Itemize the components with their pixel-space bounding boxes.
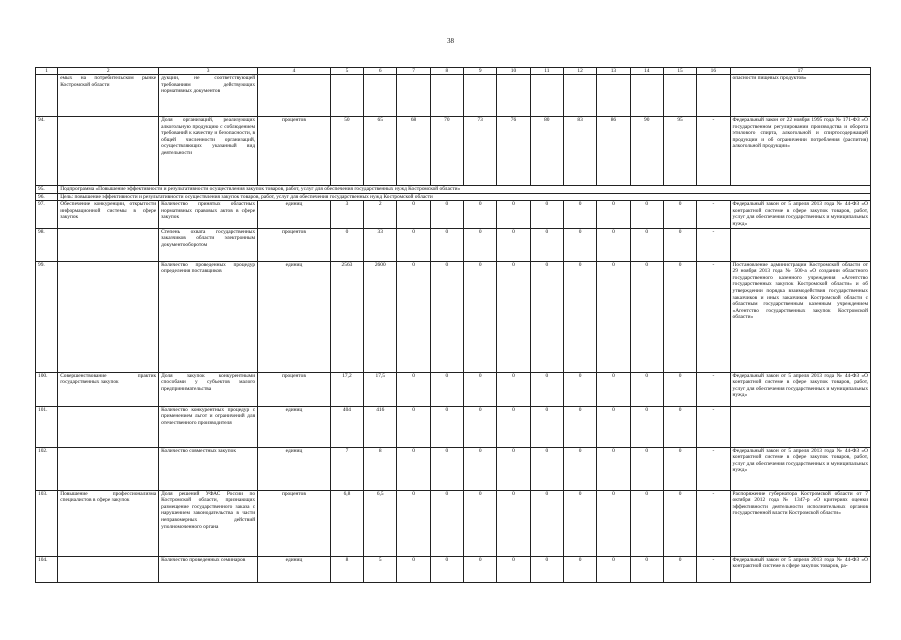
column-header: 4 xyxy=(258,68,331,75)
value-cell: 0 xyxy=(663,228,696,261)
section-title: Подпрограмма «Повышение эффективности и результативности осуществления закупок товаров, работ, услуг для обеспечения государственных нужд Костромской области» xyxy=(58,186,871,194)
unit: процентов xyxy=(258,490,331,556)
task-name: Обеспечение конкуренции, открытости информационной системы в сфере закупок xyxy=(58,201,159,228)
task-name xyxy=(58,117,159,186)
value-cell: 8 xyxy=(364,447,397,490)
value-cell: 8 xyxy=(330,556,363,582)
value-cell: 0 xyxy=(397,261,430,372)
value-cell: 404 xyxy=(330,406,363,447)
column-header: 6 xyxy=(364,68,397,75)
legal-basis: Федеральный закон от 5 апреля 2013 года № 44-ФЗ «О контрактной системе в сфере закупок товаров, работ, услуг для обеспечения государственных и муниципальных нужд» xyxy=(730,201,870,228)
value-cell: 17,5 xyxy=(364,372,397,406)
value-cell: 0 xyxy=(630,261,663,372)
value-cell: 0 xyxy=(430,406,463,447)
column-header: 1 xyxy=(36,68,58,75)
value-cell xyxy=(597,75,630,117)
value-cell: 0 xyxy=(397,406,430,447)
value-cell: 0 xyxy=(464,228,497,261)
column-header: 3 xyxy=(159,68,258,75)
task-name: Повышение профессионализма специалистов в сфере закупок xyxy=(58,490,159,556)
value-cell: 83 xyxy=(563,117,596,186)
legal-basis: Постановление администрации Костромской области от 29 ноября 2013 года № 500-а «О создании областного государственного казенного учреждения «Агентство государственных закупок Костромской области» и об утверждении порядка взаимодействия государственных заказчиков и иных заказчиков Костромской области с областным государственным казенным учреждением «Агентство государственных закупок Костромской области» xyxy=(730,261,870,372)
indicator-name: Доля организаций, реализующих алкогольную продукцию с соблюдением требований к качеству и безопасности, в общей численности организаций, осуществляющих указанный вид деятельности xyxy=(159,117,258,186)
value-cell: 33 xyxy=(364,228,397,261)
value-cell: 0 xyxy=(397,372,430,406)
value-cell xyxy=(430,75,463,117)
column-header: 16 xyxy=(697,68,730,75)
table-row xyxy=(36,406,871,447)
column-header: 13 xyxy=(597,68,630,75)
indicator-name: Доля закупок конкурентными способами у субъектов малого предпринимательства xyxy=(159,372,258,406)
row-number: 101. xyxy=(36,406,58,447)
column-header: 10 xyxy=(497,68,530,75)
value-cell: 0 xyxy=(597,490,630,556)
value-cell: 0 xyxy=(563,556,596,582)
indicator-name: Степень охвата государственных заказчиков области электронным документооборотом xyxy=(159,228,258,261)
value-cell: 70 xyxy=(430,117,463,186)
value-cell: 0 xyxy=(563,490,596,556)
value-cell: 90 xyxy=(630,117,663,186)
value-cell: 0 xyxy=(330,228,363,261)
value-cell: 2563 xyxy=(330,261,363,372)
value-cell: 0 xyxy=(597,406,630,447)
task-name xyxy=(58,556,159,582)
value-cell: 0 xyxy=(630,228,663,261)
value-cell: 0 xyxy=(563,372,596,406)
value-cell: 86 xyxy=(597,117,630,186)
value-cell: 0 xyxy=(663,490,696,556)
table-row xyxy=(36,201,871,228)
value-cell: 0 xyxy=(497,490,530,556)
value-cell: 5 xyxy=(364,556,397,582)
legal-basis xyxy=(730,406,870,447)
value-cell: 0 xyxy=(397,201,430,228)
row-number: 96. xyxy=(36,193,58,201)
unit: единиц xyxy=(258,447,331,490)
value-cell: 0 xyxy=(630,406,663,447)
table-row xyxy=(36,117,871,186)
value-cell: 0 xyxy=(630,201,663,228)
value-cell: 0 xyxy=(497,261,530,372)
value-cell: 0 xyxy=(663,447,696,490)
unit: единиц xyxy=(258,261,331,372)
unit: процентов xyxy=(258,117,331,186)
value-cell: 0 xyxy=(530,201,563,228)
value-cell xyxy=(663,75,696,117)
value-cell xyxy=(497,75,530,117)
table-row xyxy=(36,490,871,556)
column-header: 8 xyxy=(430,68,463,75)
value-cell: - xyxy=(697,228,730,261)
table-row xyxy=(36,75,871,117)
value-cell: 0 xyxy=(464,201,497,228)
value-cell: 0 xyxy=(497,406,530,447)
column-header: 12 xyxy=(563,68,596,75)
value-cell xyxy=(630,75,663,117)
legal-basis: Федеральный закон от 22 ноября 1995 года № 171-ФЗ «О государственном регулировании производства и оборота этилового спирта, алкогольной и спиртосодержащей продукции и об ограничении потребления (распития) алкогольной продукции» xyxy=(730,117,870,186)
value-cell: 50 xyxy=(330,117,363,186)
value-cell: 6,8 xyxy=(330,490,363,556)
value-cell: 0 xyxy=(430,556,463,582)
column-header: 14 xyxy=(630,68,663,75)
value-cell: 0 xyxy=(397,556,430,582)
value-cell: - xyxy=(697,117,730,186)
value-cell: 0 xyxy=(397,490,430,556)
row-number: 103. xyxy=(36,490,58,556)
value-cell: 80 xyxy=(530,117,563,186)
value-cell: 0 xyxy=(597,201,630,228)
value-cell: 0 xyxy=(663,406,696,447)
row-number: 102. xyxy=(36,447,58,490)
value-cell: 0 xyxy=(630,447,663,490)
value-cell: 0 xyxy=(497,228,530,261)
value-cell: 0 xyxy=(530,261,563,372)
column-header: 11 xyxy=(530,68,563,75)
value-cell: 3 xyxy=(330,201,363,228)
task-name: Совершенствование практик государственных закупок xyxy=(58,372,159,406)
value-cell: 0 xyxy=(464,490,497,556)
indicator-name: Количество проведенных процедур определения поставщиков xyxy=(159,261,258,372)
value-cell: 0 xyxy=(497,556,530,582)
row-number xyxy=(36,75,58,117)
legal-basis: Федеральный закон от 5 апреля 2013 года № 44-ФЗ «О контрактной системе в сфере закупок товаров, работ, услуг для обеспечения государственных и муниципальных нужд» xyxy=(730,372,870,406)
value-cell: 0 xyxy=(464,406,497,447)
unit xyxy=(258,75,331,117)
section-title: Цель: повышение эффективности и результативности осуществления закупок товаров, работ, услуг для обеспечения государственных нужд Костромской области xyxy=(58,193,871,201)
table-row xyxy=(36,261,871,372)
value-cell: 0 xyxy=(630,372,663,406)
value-cell: - xyxy=(697,261,730,372)
value-cell: - xyxy=(697,447,730,490)
column-header: 15 xyxy=(663,68,696,75)
value-cell: 0 xyxy=(530,447,563,490)
column-header: 2 xyxy=(58,68,159,75)
value-cell: 0 xyxy=(530,228,563,261)
indicator-name: дукции, не соответствующей требованиям действующих нормативных документов xyxy=(159,75,258,117)
legal-basis: опасности пищевых продуктов» xyxy=(730,75,870,117)
value-cell: 0 xyxy=(430,261,463,372)
legal-basis: Федеральный закон от 5 апреля 2013 года № 44-ФЗ «О контрактной системе в сфере закупок товаров, работ, услуг для обеспечения государственных и муниципальных нужд» xyxy=(730,447,870,490)
indicators-table xyxy=(35,67,871,583)
value-cell: 0 xyxy=(397,447,430,490)
value-cell: 73 xyxy=(464,117,497,186)
value-cell: 7 xyxy=(330,447,363,490)
task-name xyxy=(58,261,159,372)
value-cell: 0 xyxy=(663,201,696,228)
value-cell: 0 xyxy=(630,490,663,556)
task-name xyxy=(58,406,159,447)
value-cell: 0 xyxy=(430,201,463,228)
value-cell: 0 xyxy=(630,556,663,582)
legal-basis xyxy=(730,228,870,261)
value-cell xyxy=(330,75,363,117)
value-cell: 76 xyxy=(497,117,530,186)
value-cell: 0 xyxy=(430,447,463,490)
value-cell: 0 xyxy=(597,447,630,490)
value-cell: 0 xyxy=(464,372,497,406)
value-cell xyxy=(464,75,497,117)
value-cell: 0 xyxy=(430,228,463,261)
unit: процентов xyxy=(258,228,331,261)
value-cell: 0 xyxy=(497,201,530,228)
value-cell: 0 xyxy=(597,261,630,372)
row-number: 95. xyxy=(36,186,58,194)
row-number: 100. xyxy=(36,372,58,406)
table-row xyxy=(36,228,871,261)
column-header: 7 xyxy=(397,68,430,75)
column-header: 17 xyxy=(730,68,870,75)
header-row xyxy=(36,68,871,75)
indicator-name: Количество принятых областных нормативных правовых актов в сфере закупок xyxy=(159,201,258,228)
column-header: 5 xyxy=(330,68,363,75)
table-row xyxy=(36,556,871,582)
value-cell: 0 xyxy=(663,556,696,582)
value-cell: 0 xyxy=(430,372,463,406)
value-cell: 6,5 xyxy=(364,490,397,556)
table-row xyxy=(36,447,871,490)
value-cell: - xyxy=(697,201,730,228)
table-row xyxy=(36,372,871,406)
indicator-name: Количество конкурентных процедур с применением льгот и ограничений для отечественного производителя xyxy=(159,406,258,447)
value-cell xyxy=(530,75,563,117)
value-cell xyxy=(364,75,397,117)
row-number: 99. xyxy=(36,261,58,372)
value-cell: 0 xyxy=(430,490,463,556)
value-cell: 95 xyxy=(663,117,696,186)
value-cell xyxy=(697,75,730,117)
value-cell: 416 xyxy=(364,406,397,447)
value-cell: - xyxy=(697,556,730,582)
value-cell xyxy=(397,75,430,117)
value-cell: 0 xyxy=(530,372,563,406)
value-cell: 65 xyxy=(364,117,397,186)
value-cell: - xyxy=(697,406,730,447)
unit: единиц xyxy=(258,556,331,582)
section-row xyxy=(36,193,871,201)
row-number: 94. xyxy=(36,117,58,186)
value-cell: 0 xyxy=(464,447,497,490)
value-cell: 0 xyxy=(464,556,497,582)
task-name xyxy=(58,228,159,261)
value-cell: - xyxy=(697,372,730,406)
value-cell: 0 xyxy=(563,201,596,228)
value-cell: 0 xyxy=(563,447,596,490)
value-cell: 0 xyxy=(530,406,563,447)
legal-basis: Распоряжение губернатора Костромской области от 7 октября 2012 года № 1347-р «О критериях оценки эффективности деятельности исполнительных органов государственной власти Костромской области» xyxy=(730,490,870,556)
unit: единиц xyxy=(258,201,331,228)
value-cell: 0 xyxy=(530,490,563,556)
unit: единиц xyxy=(258,406,331,447)
indicator-name: Количество проведенных семинаров xyxy=(159,556,258,582)
value-cell: 0 xyxy=(597,372,630,406)
value-cell: 0 xyxy=(563,228,596,261)
value-cell: 2 xyxy=(364,201,397,228)
value-cell: 0 xyxy=(597,228,630,261)
row-number: 98. xyxy=(36,228,58,261)
indicator-name: Количество совместных закупок xyxy=(159,447,258,490)
column-header: 9 xyxy=(464,68,497,75)
legal-basis: Федеральный закон от 5 апреля 2013 года № 44-ФЗ «О контрактной системе в сфере закупок товаров, ра- xyxy=(730,556,870,582)
value-cell: 0 xyxy=(663,261,696,372)
value-cell: 0 xyxy=(597,556,630,582)
value-cell: 0 xyxy=(497,447,530,490)
value-cell: 0 xyxy=(497,372,530,406)
row-number: 104. xyxy=(36,556,58,582)
value-cell: 2600 xyxy=(364,261,397,372)
section-row xyxy=(36,186,871,194)
task-name xyxy=(58,447,159,490)
task-name: емых на потребительском рынке Костромской области xyxy=(58,75,159,117)
indicator-name: Доля решений УФАС России по Костромской области, признающих размещение государственного заказа с нарушением законодательства в части неправомерных действий уполномоченного органа xyxy=(159,490,258,556)
value-cell: 0 xyxy=(563,261,596,372)
unit: процентов xyxy=(258,372,331,406)
value-cell: 0 xyxy=(464,261,497,372)
value-cell: 68 xyxy=(397,117,430,186)
value-cell: - xyxy=(697,490,730,556)
value-cell: 0 xyxy=(563,406,596,447)
page-number: 38 xyxy=(447,37,454,45)
value-cell: 17,2 xyxy=(330,372,363,406)
value-cell: 0 xyxy=(663,372,696,406)
value-cell: 0 xyxy=(530,556,563,582)
value-cell xyxy=(563,75,596,117)
value-cell: 0 xyxy=(397,228,430,261)
row-number: 97. xyxy=(36,201,58,228)
